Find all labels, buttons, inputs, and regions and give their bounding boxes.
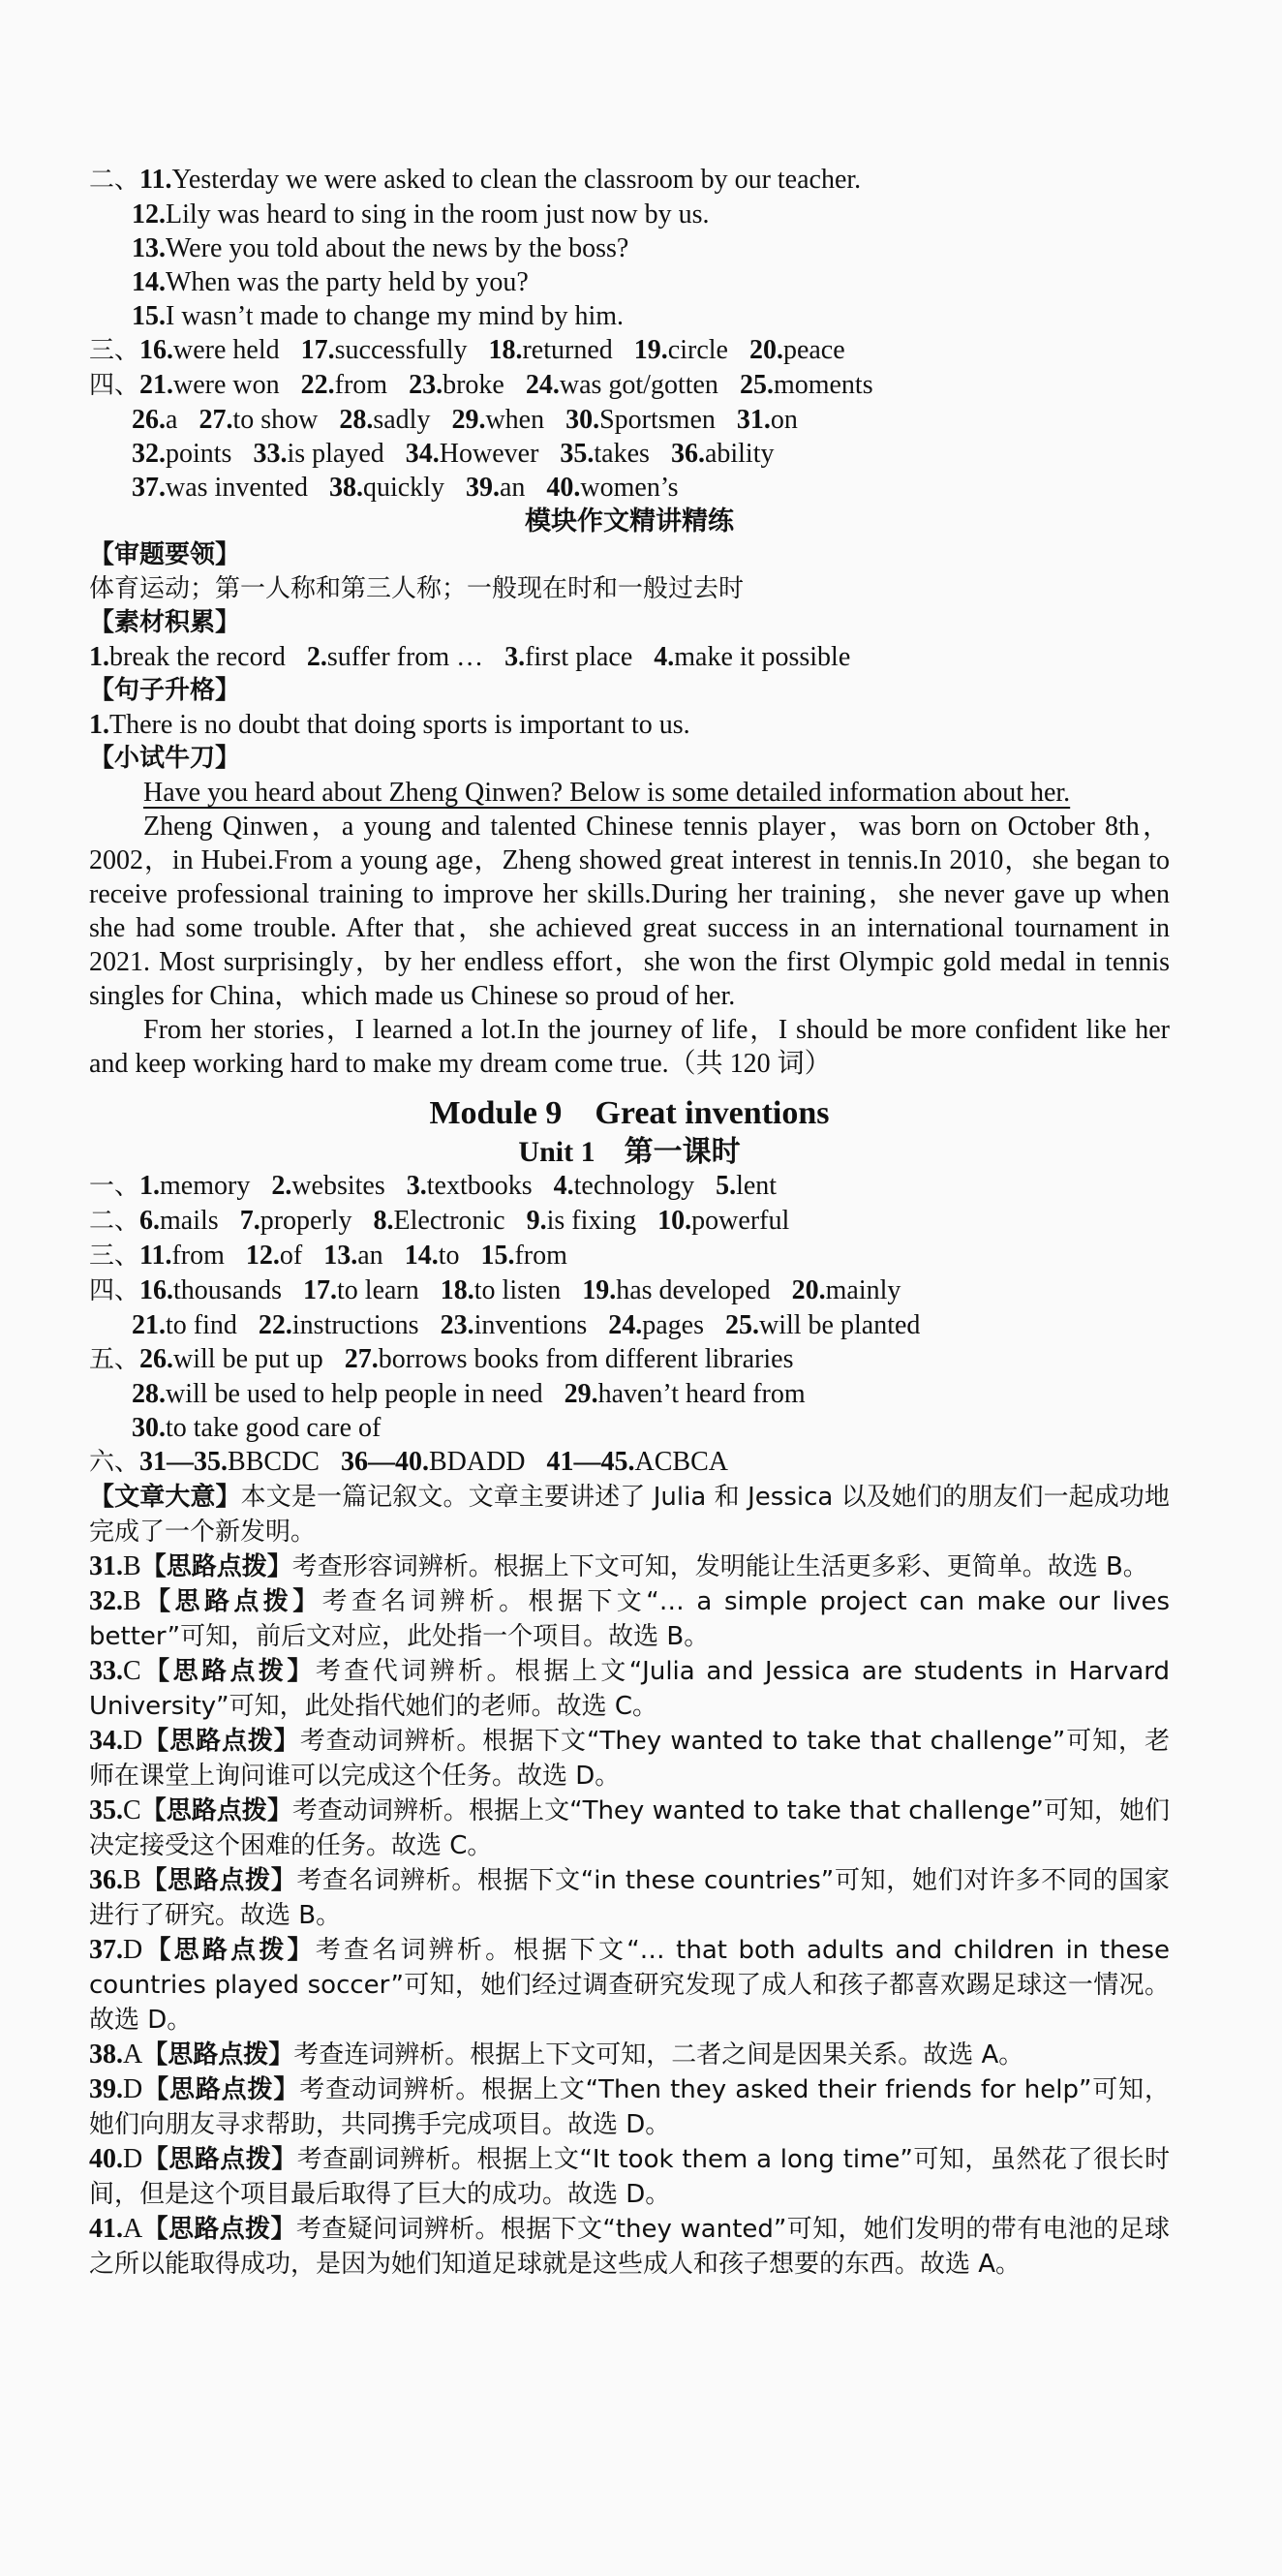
u1-item: 25.will be planted — [725, 1310, 921, 1340]
sec4-item: 37.was invented — [132, 473, 308, 503]
u1-item: 31—35.BBCDC — [139, 1447, 320, 1477]
sec4-item: 29.when — [451, 405, 545, 435]
u1-item: 36—40.BDADD — [340, 1447, 526, 1477]
writing-title: 模块作文精讲精练 — [525, 506, 734, 537]
answer-item: 33.C【思路点拨】考查代词辨析。根据上文“Julia and Jessica are students in Harvard University”可知，此处指代她们的老师。故选 C。 — [89, 1656, 1170, 1721]
u1-item: 29.haven’t heard from — [564, 1379, 806, 1409]
material-item: 3.first place — [504, 642, 633, 672]
sec4-row-1: 四、21.were won 22.from 23.broke 24.was got/gotten 25.moments — [89, 370, 873, 400]
sec4-item: 32.points — [132, 439, 232, 469]
sec4-item: 38.quickly — [328, 473, 444, 503]
sec3-row: 三、16.were held 17.successfully 18.returned 19.circle 20.peace — [89, 335, 845, 365]
u1-item: 26.will be put up — [139, 1344, 323, 1374]
upgraded-sentence: 1.There is no doubt that doing sports is important to us. — [89, 710, 690, 740]
sec2-row-15: 15.I wasn’t made to change my mind by him. — [132, 301, 625, 331]
u1-item: 12.of — [245, 1241, 303, 1271]
summary: 【文章大意】本文是一篇记叙文。文章主要讲述了 Julia 和 Jessica 以及她们的朋友们一起成功地完成了一个新发明。 — [89, 1483, 1170, 1547]
module-title: Module 9 Great inventions — [429, 1095, 830, 1131]
material-item: 1.break the record — [89, 642, 286, 672]
sec4-row-3 — [89, 437, 1170, 471]
u1-item: 11.from — [139, 1241, 225, 1271]
u1-item: 8.Electronic — [373, 1206, 505, 1236]
sec4-item: 26.a — [132, 405, 178, 435]
answer-item: 38.A【思路点拨】考查连词辨析。根据上下文可知，二者之间是因果关系。故选 A。 — [89, 2039, 1024, 2070]
u1-item: 19.has developed — [582, 1275, 771, 1305]
answer-item: 34.D【思路点拨】考查动词辨析。根据下文“They wanted to take that challenge”可知，老师在课堂上询问谁可以完成这个任务。故选 D。 — [89, 1726, 1170, 1791]
essay-paragraph-2: From her stories，I learned a lot.In the journey of life，I should be more confident like her and keep working hard to make my dream come true.（共 120 词） — [89, 1015, 1170, 1079]
u1-sec2-row: 二、6.mails 7.properly 8.Electronic 9.is fixing 10.powerful — [89, 1206, 790, 1236]
sec2-row-13: 13.Were you told about the news by the boss? — [132, 233, 629, 263]
sec4-item: 36.ability — [670, 439, 775, 469]
sec4-item: 34.However — [405, 439, 539, 469]
u1-item: 22.instructions — [258, 1310, 419, 1340]
essay-paragraph-1: Zheng Qinwen，a young and talented Chinese tennis player，was born on October 8th，2002，in Hubei.From a young age，Zheng showed great interest in tennis.In 2010，she began to receive professional training to improve her skills.During her training，she never gave up when she had some trouble. After that，she achieved great success in an international tournament in 2021. Most surprisingly，by her endless effort，she won the first Olympic gold medal in tennis singles for China，which made us Chinese so proud of her. — [89, 812, 1170, 1011]
u1-item: 20.mainly — [791, 1275, 901, 1305]
sec4-item: 33.is played — [253, 439, 384, 469]
sec4-item: 35.takes — [560, 439, 650, 469]
sec4-row-4 — [89, 471, 1170, 505]
u1-item: 3.textbooks — [406, 1171, 533, 1201]
u1-sec5-row-3 — [89, 1411, 1170, 1445]
sec2-row-11: 二、11.Yesterday we were asked to clean the classroom by our teacher. — [89, 165, 862, 195]
u1-item: 10.powerful — [657, 1206, 790, 1236]
u1-item: 30.to take good care of — [132, 1413, 382, 1443]
sec3-item: 18.returned — [488, 335, 613, 365]
material-item: 2.suffer from … — [306, 642, 484, 672]
sec3-item: 20.peace — [748, 335, 845, 365]
answer-item: 32.B【思路点拨】考查名词辨析。根据下文“… a simple project can make our lives better”可知，前后文对应，此处指一个项目。故选 B。 — [89, 1586, 1170, 1651]
u1-item: 6.mails — [139, 1206, 219, 1236]
u1-sec6-row: 六、31—35.BBCDC 36—40.BDADD 41—45.ACBCA — [89, 1447, 728, 1477]
u1-item: 4.technology — [553, 1171, 695, 1201]
u1-item: 28.will be used to help people in need — [132, 1379, 543, 1409]
answer-explanations — [89, 1549, 1170, 2282]
u1-item: 17.to learn — [303, 1275, 419, 1305]
writing-heading-4: 【小试牛刀】 — [89, 744, 241, 773]
writing-heading-1: 【审题要领】 — [89, 540, 241, 569]
u1-item: 1.memory — [139, 1171, 251, 1201]
materials-row — [89, 640, 1170, 674]
writing-text-1: 体育运动；第一人称和第三人称；一般现在时和一般过去时 — [89, 574, 745, 603]
u1-item: 21.to find — [132, 1310, 237, 1340]
u1-sec4-row-1: 四、16.thousands 17.to learn 18.to listen 19.has developed 20.mainly — [89, 1275, 901, 1305]
answer-item: 37.D【思路点拨】考查名词辨析。根据下文“… that both adults and children in these countries played soccer”可知，她们经过调查研究发现了成人和孩子都喜欢踢足球这一情况。故选 D。 — [89, 1935, 1170, 2035]
u1-item: 15.from — [480, 1241, 567, 1271]
sec4-item: 23.broke — [409, 370, 504, 400]
sec4-item: 30.Sportsmen — [565, 405, 716, 435]
answer-item: 41.A【思路点拨】考查疑问词辨析。根据下文“they wanted”可知，她们发明的带有电池的足球之所以能取得成功，是因为她们知道足球就是这些成人和孩子想要的东西。故选 A。 — [89, 2214, 1170, 2279]
essay-first-sentence: Have you heard about Zheng Qinwen? Below is some detailed information about her. — [143, 778, 1071, 808]
u1-item: 9.is fixing — [526, 1206, 637, 1236]
u1-item: 41—45.ACBCA — [546, 1447, 728, 1477]
sec4-item: 39.an — [465, 473, 526, 503]
sec2-row-14: 14.When was the party held by you? — [132, 267, 529, 297]
answer-item: 39.D【思路点拨】考查动词辨析。根据上文“Then they asked their friends for help”可知，她们向朋友寻求帮助，共同携手完成项目。故选 D。 — [89, 2074, 1170, 2139]
sec4-item: 21.were won — [139, 370, 280, 400]
sec4-row-2 — [89, 403, 1170, 437]
sec3-item: 19.circle — [633, 335, 728, 365]
u1-sec3-row: 三、11.from 12.of 13.an 14.to 15.from — [89, 1241, 567, 1271]
answer-item: 36.B【思路点拨】考查名词辨析。根据下文“in these countries”可知，她们对许多不同的国家进行了研究。故选 B。 — [89, 1865, 1170, 1930]
sec3-item: 17.successfully — [300, 335, 468, 365]
u1-item: 14.to — [404, 1241, 460, 1271]
sec4-item: 24.was got/gotten — [525, 370, 718, 400]
sec4-item: 27.to show — [198, 405, 319, 435]
unit-title: Unit 1 第一课时 — [518, 1136, 741, 1168]
sec4-item: 22.from — [300, 370, 388, 400]
sec4-item: 40.women’s — [546, 473, 679, 503]
u1-item: 18.to listen — [440, 1275, 562, 1305]
sec3-item: 16.were held — [139, 335, 280, 365]
u1-item: 13.an — [323, 1241, 383, 1271]
u1-item: 24.pages — [608, 1310, 704, 1340]
u1-sec4-row-2 — [89, 1308, 1170, 1342]
sec2-row-12: 12.Lily was heard to sing in the room just now by us. — [132, 199, 710, 230]
u1-item: 7.properly — [239, 1206, 352, 1236]
u1-item: 23.inventions — [440, 1310, 588, 1340]
u1-sec1-row: 一、1.memory 2.websites 3.textbooks 4.technology 5.lent — [89, 1171, 778, 1201]
u1-item: 2.websites — [271, 1171, 385, 1201]
writing-heading-3: 【句子升格】 — [89, 676, 241, 705]
answer-item: 35.C【思路点拨】考查动词辨析。根据上文“They wanted to take that challenge”可知，她们决定接受这个困难的任务。故选 C。 — [89, 1795, 1170, 1860]
u1-item: 5.lent — [716, 1171, 778, 1201]
sec4-item: 28.sadly — [339, 405, 431, 435]
material-item: 4.make it possible — [654, 642, 851, 672]
u1-item: 16.thousands — [139, 1275, 283, 1305]
sec4-item: 25.moments — [739, 370, 873, 400]
sec4-item: 31.on — [736, 405, 798, 435]
u1-sec5-row-1: 五、26.will be put up 27.borrows books from different libraries — [89, 1344, 794, 1374]
answer-item: 31.B【思路点拨】考查形容词辨析。根据上下文可知，发明能让生活更多彩、更简单。故选 B。 — [89, 1551, 1148, 1581]
u1-sec5-row-2 — [89, 1377, 1170, 1411]
u1-item: 27.borrows books from different libraries — [344, 1344, 794, 1374]
answer-item: 40.D【思路点拨】考查副词辨析。根据上文“It took them a long time”可知，虽然花了很长时间，但是这个项目最后取得了巨大的成功。故选 D。 — [89, 2144, 1170, 2209]
writing-heading-2: 【素材积累】 — [89, 608, 241, 637]
